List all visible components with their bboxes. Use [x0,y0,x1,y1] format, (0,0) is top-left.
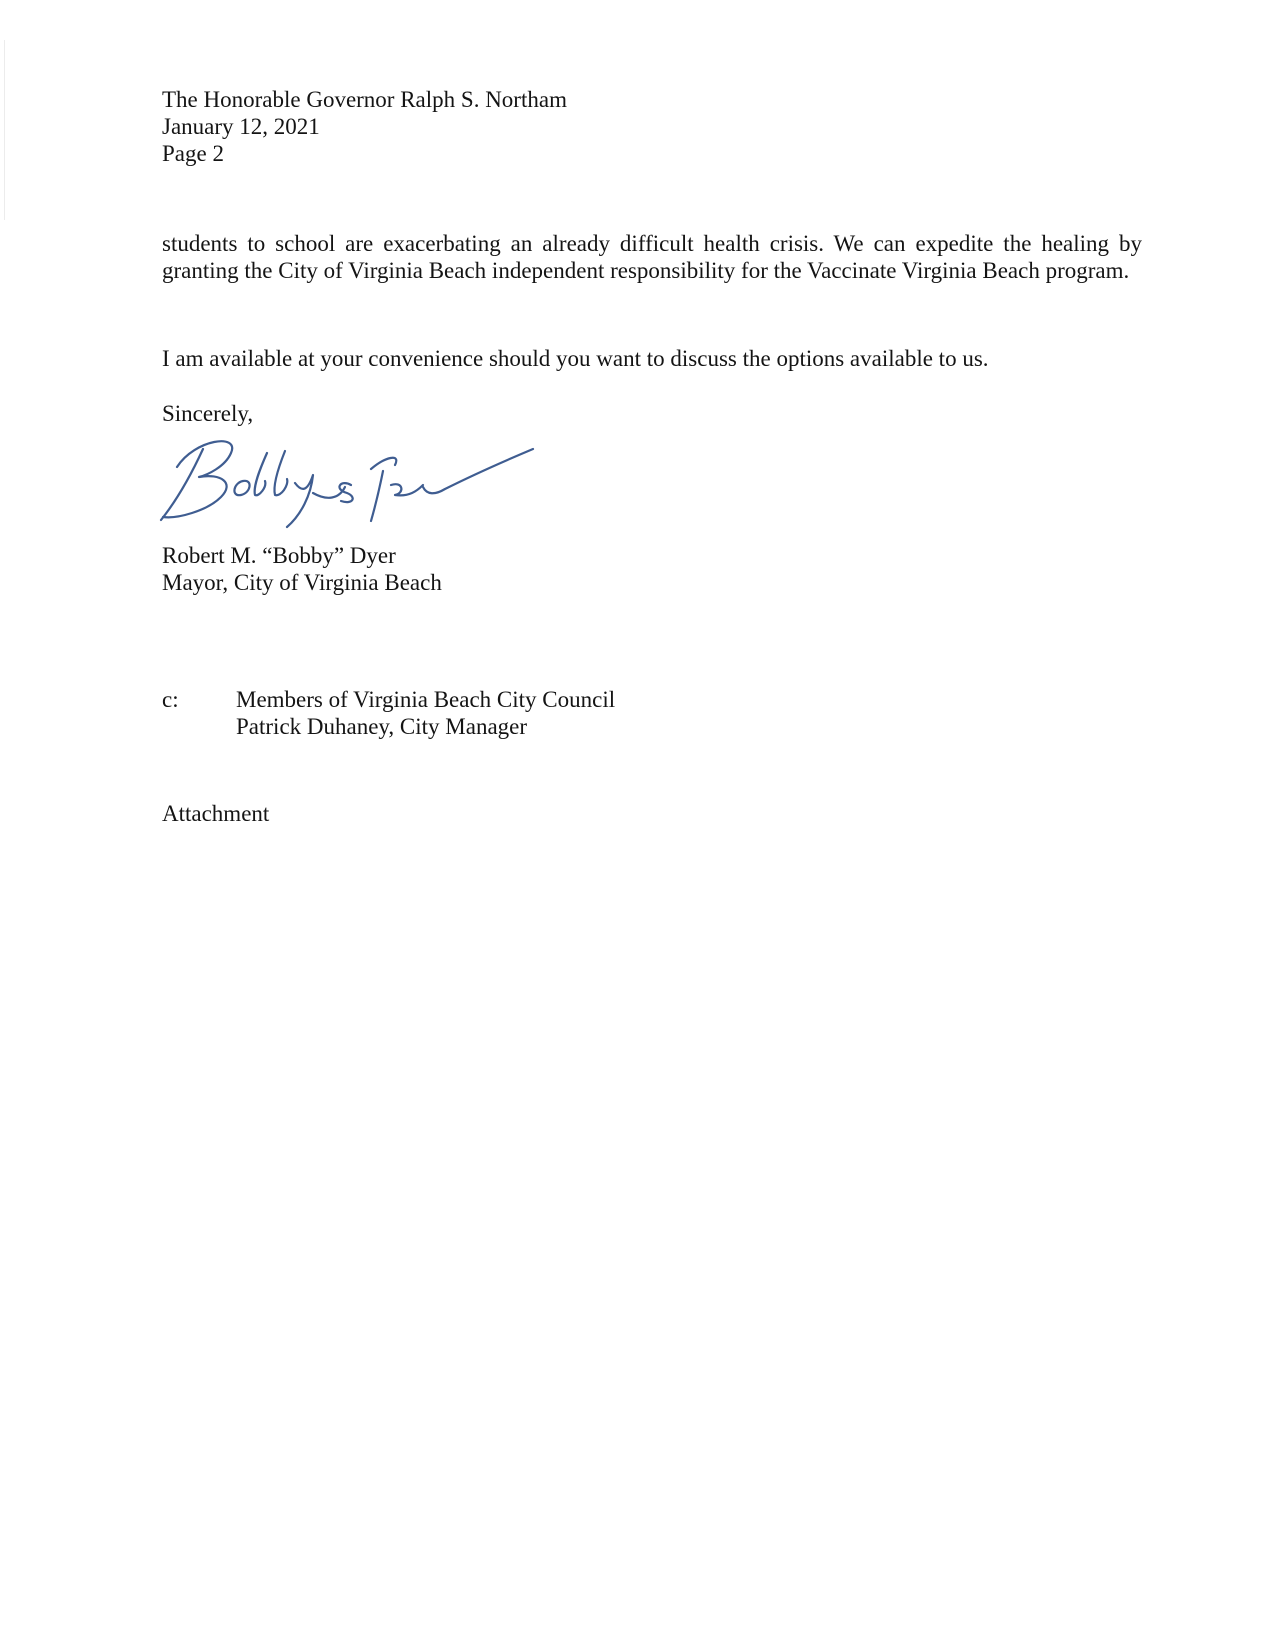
cc-recipient: Members of Virginia Beach City Council [236,687,616,712]
recipient-line: The Honorable Governor Ralph S. Northam [162,87,567,112]
signer-name: Robert M. “Bobby” Dyer [162,543,396,568]
cc-recipient: Patrick Duhaney, City Manager [236,714,528,739]
body-paragraph-1: students to school are exacerbating an already difficult health crisis. We can expedite the healing by granting the City of Virginia Beach independent responsibility for the Vaccinate Virginia Beach program. [162,231,1142,283]
signer-block [162,542,442,596]
cc-recipient-list [236,686,615,740]
letter-header [162,86,567,167]
signer-title: Mayor, City of Virginia Beach [162,570,442,595]
closing-salutation: Sincerely, [162,401,254,426]
page-number-line: Page 2 [162,141,224,166]
cc-label: c: [162,687,179,712]
body-paragraph-2: I am available at your convenience should you want to discuss the options available to us. [162,346,989,371]
scan-edge-mark [4,40,5,220]
enclosure-notation: Attachment [162,801,270,826]
handwritten-signature [155,435,545,530]
date-line: January 12, 2021 [162,114,320,139]
